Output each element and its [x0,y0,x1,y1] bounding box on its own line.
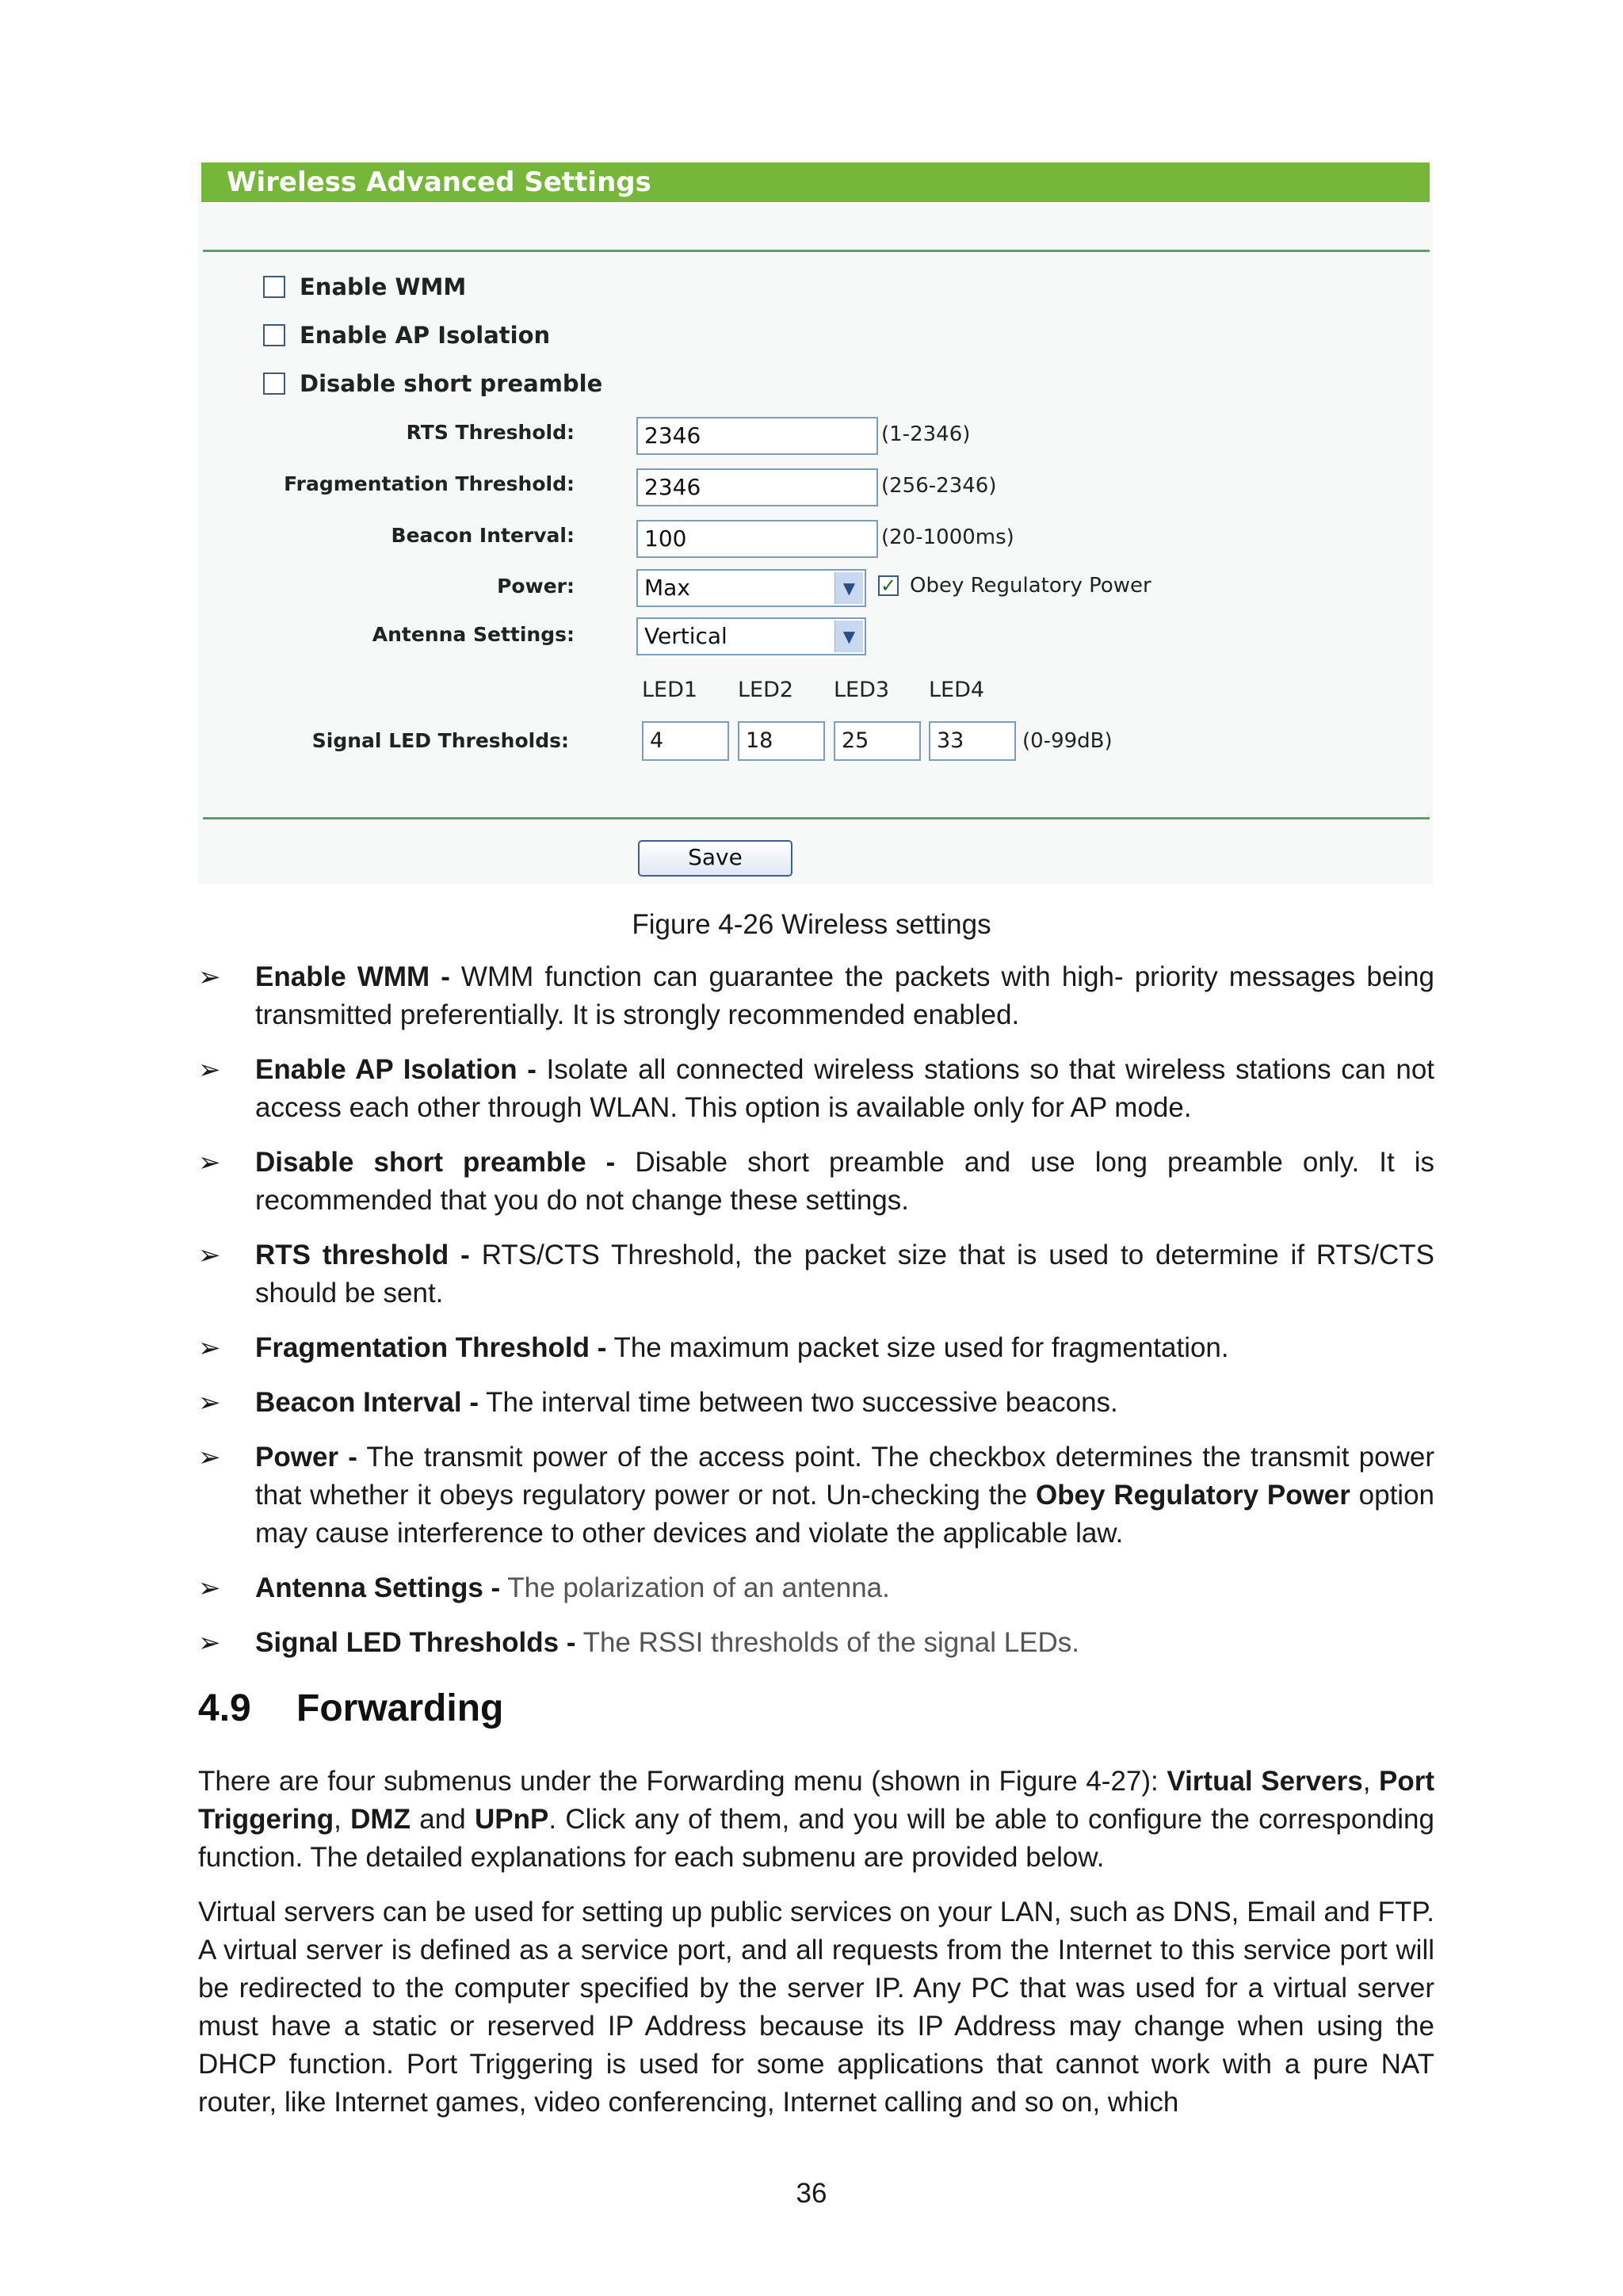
section-heading [198,1687,503,1730]
forwarding-intro-paragraph: There are four submenus under the Forwarding menu (shown in Figure 4-27): Virtual Servers, Port Triggering, DMZ and UPnP. Click any of them, and you will be able to configure the corresponding function. The detailed explanations for each submenu are provided below. [198,1766,1435,1873]
led4-header: LED4 [929,678,985,702]
arrow-bullet-icon: ➢ [198,1333,221,1363]
top-divider [203,250,1430,252]
bullet-power: ➢ Power - The transmit power of the access point. The checkbox determines the transmit power that whether it obeys regulatory power or not. Un-checking the Obey Regulatory Power option may cause interference to other devices and violate the applicable law. [198,1438,1434,1553]
panel-title: Wireless Advanced Settings [201,162,1430,202]
bullet-disable-short-preamble: ➢ Disable short preamble - Disable short preamble and use long preamble only. It is recommended that you do not change these settings. [198,1144,1434,1220]
led1-header: LED1 [642,678,698,702]
enable-wmm-row[interactable] [263,273,466,300]
arrow-bullet-icon: ➢ [198,1148,221,1178]
arrow-bullet-icon: ➢ [198,1388,221,1418]
wireless-advanced-settings-panel [198,162,1433,884]
fragmentation-threshold-label: Fragmentation Threshold: [284,472,575,495]
enable-ap-isolation-label: Enable AP Isolation [300,322,551,349]
chevron-down-icon[interactable]: ▼ [834,572,863,604]
enable-ap-isolation-checkbox[interactable] [263,324,285,346]
bottom-divider [203,817,1430,819]
rts-threshold-label: RTS Threshold: [406,421,575,444]
bullet-enable-wmm: ➢ Enable WMM - WMM function can guarantee the packets with high- priority messages being transmitted preferentially. It is strongly recommended enabled. [198,958,1434,1034]
section-title: Forwarding [296,1687,504,1729]
enable-ap-isolation-row[interactable] [263,322,550,349]
beacon-interval-hint: (20-1000ms) [881,525,1014,549]
power-select[interactable] [636,569,866,607]
bullet-antenna-settings: ➢ Antenna Settings - The polarization of an antenna. [198,1569,1434,1607]
rts-threshold-input[interactable]: 2346 [636,417,878,455]
signal-led-thresholds-label: Signal LED Thresholds: [311,729,569,752]
led-thresholds-hint: (0-99dB) [1022,729,1113,753]
beacon-interval-input[interactable]: 100 [636,520,878,558]
led3-header: LED3 [834,678,890,702]
arrow-bullet-icon: ➢ [198,1573,221,1603]
antenna-settings-select[interactable] [636,617,866,655]
rts-threshold-hint: (1-2346) [881,422,971,446]
arrow-bullet-icon: ➢ [198,1240,221,1270]
bullet-rts-threshold: ➢ RTS threshold - RTS/CTS Threshold, the packet size that is used to determine if RTS/CTS should be sent. [198,1236,1434,1312]
enable-wmm-label: Enable WMM [300,273,467,300]
chevron-down-icon[interactable]: ▼ [834,621,863,652]
disable-short-preamble-checkbox[interactable] [263,372,285,395]
arrow-bullet-icon: ➢ [198,1442,221,1473]
arrow-bullet-icon: ➢ [198,1055,221,1085]
bullet-beacon-interval: ➢ Beacon Interval - The interval time between two successive beacons. [198,1384,1434,1422]
virtual-servers-paragraph: Virtual servers can be used for setting up public services on your LAN, such as DNS, Email and FTP. A virtual server is defined as a service port, and all requests from the Internet to this service port will be redirected to the computer specified by the server IP. Any PC that was used for a virtual server must have a static or reserved IP Address because its IP Address may change when using the DHCP function. Port Triggering is used for some applications that cannot work with a pure NAT router, like Internet games, video conferencing, Internet calling and so on, which [198,1897,1434,2118]
bullet-signal-led-thresholds: ➢ Signal LED Thresholds - The RSSI thresholds of the signal LEDs. [198,1624,1434,1662]
section-number: 4.9 [198,1687,251,1729]
led3-threshold-input[interactable]: 25 [834,721,921,761]
obey-regulatory-power-row[interactable] [878,574,1151,598]
bullet-enable-ap-isolation: ➢ Enable AP Isolation - Isolate all connected wireless stations so that wireless stations can not access each other through WLAN. This option is available only for AP mode. [198,1051,1434,1127]
beacon-interval-label: Beacon Interval: [391,524,575,547]
arrow-bullet-icon: ➢ [198,962,221,992]
bullet-fragmentation-threshold: ➢ Fragmentation Threshold - The maximum packet size used for fragmentation. [198,1329,1434,1367]
save-button[interactable]: Save [638,840,792,877]
led2-threshold-input[interactable]: 18 [738,721,825,761]
power-label: Power: [497,575,575,598]
antenna-settings-label: Antenna Settings: [372,623,575,646]
led4-threshold-input[interactable]: 33 [929,721,1016,761]
enable-wmm-checkbox[interactable] [263,276,285,298]
power-select-value: Max [644,575,690,601]
obey-regulatory-power-checkbox[interactable]: ✓ [878,575,899,596]
page-number: 36 [796,2178,827,2209]
led1-threshold-input[interactable]: 4 [642,721,729,761]
antenna-select-value: Vertical [644,623,727,649]
led2-header: LED2 [738,678,794,702]
arrow-bullet-icon: ➢ [198,1628,221,1658]
obey-regulatory-power-label: Obey Regulatory Power [910,574,1151,598]
disable-short-preamble-label: Disable short preamble [300,370,603,397]
fragmentation-threshold-input[interactable]: 2346 [636,468,878,506]
figure-caption: Figure 4-26 Wireless settings [632,909,991,940]
fragmentation-threshold-hint: (256-2346) [881,474,997,498]
disable-short-preamble-row[interactable] [263,370,602,397]
